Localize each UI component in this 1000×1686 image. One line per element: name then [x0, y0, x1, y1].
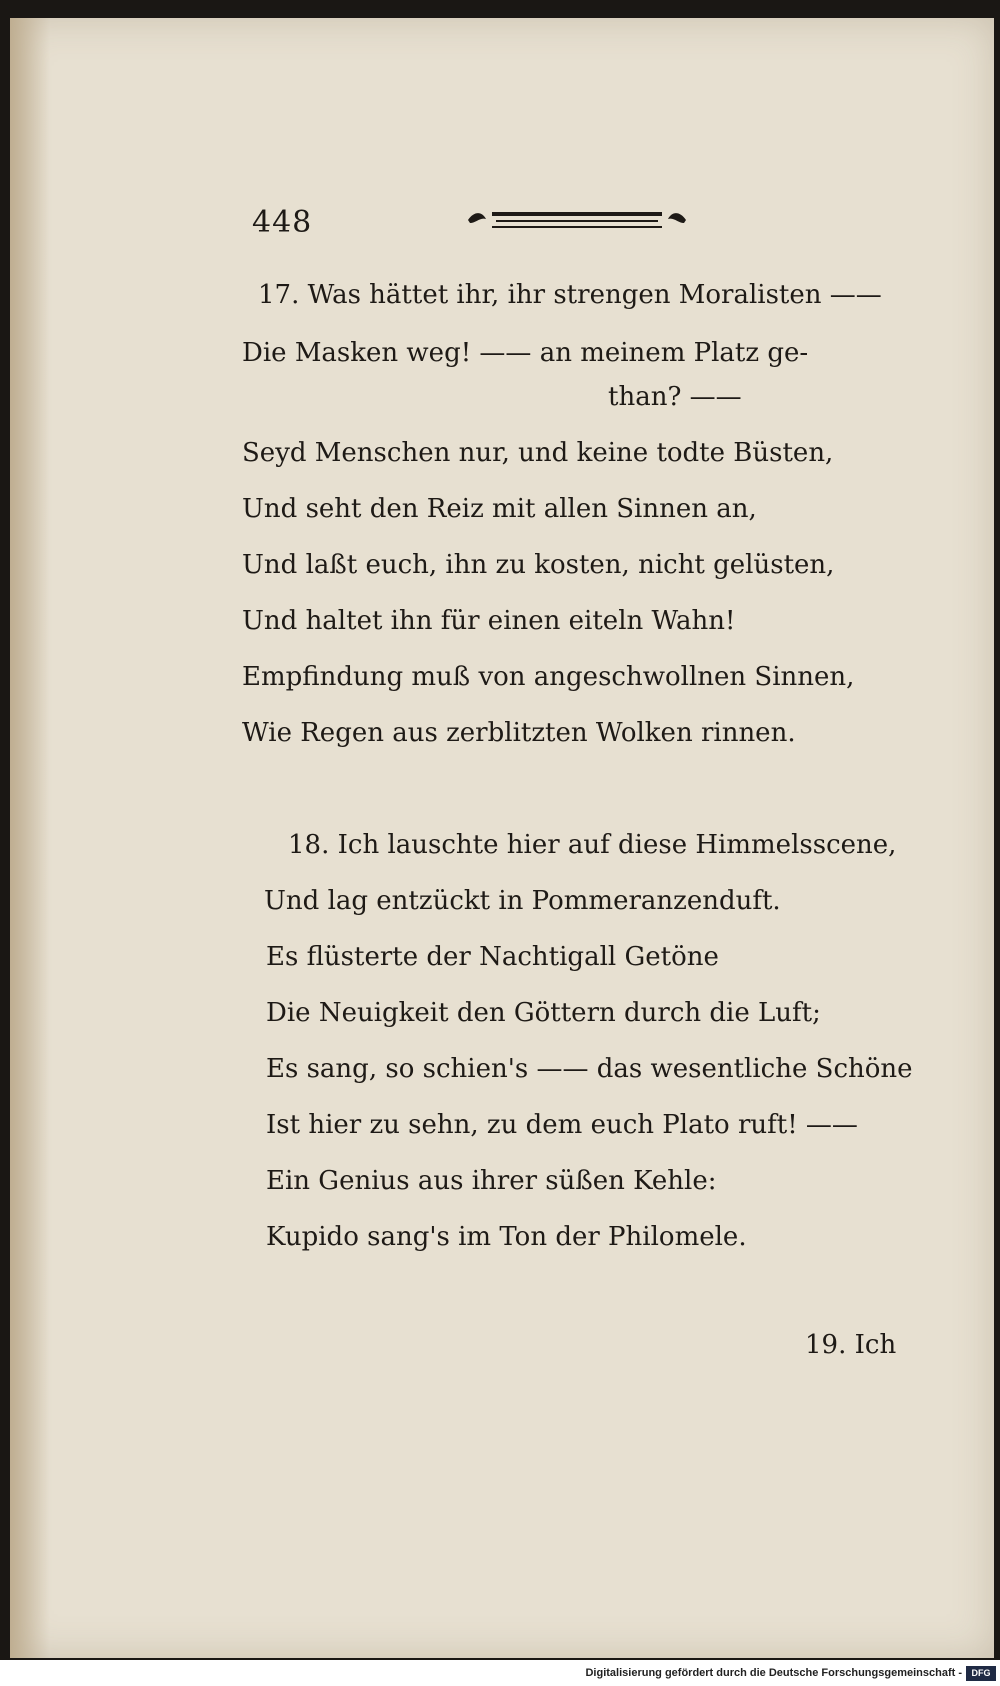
footer-credit: Digitalisierung gefördert durch die Deutsche Forschungsgemeinschaft -: [585, 1667, 962, 1679]
verse-line: Und seht den Reiz mit allen Sinnen an,: [242, 494, 757, 524]
rule-ornament-icon: [462, 207, 692, 233]
verse-line: 17. Was hättet ihr, ihr strengen Moralisten ——: [258, 280, 882, 310]
verse-line: Ein Genius aus ihrer süßen Kehle:: [266, 1166, 717, 1196]
page-gutter: [10, 18, 50, 1658]
verse-line: Und haltet ihn für einen eiteln Wahn!: [242, 606, 736, 636]
verse-line: Die Masken weg! —— an meinem Platz ge-: [242, 338, 809, 368]
verse-line: Es sang, so schien's —— das wesentliche Schöne: [266, 1054, 913, 1084]
page-number: 448: [252, 205, 313, 240]
verse-line: Kupido sang's im Ton der Philomele.: [266, 1222, 747, 1252]
dfg-logo-icon: DFG: [966, 1666, 996, 1681]
verse-line: Ist hier zu sehn, zu dem euch Plato ruft! ——: [266, 1110, 858, 1140]
digitization-footer: [0, 1663, 1000, 1686]
verse-line: Empfindung muß von angeschwollnen Sinnen,: [242, 662, 855, 692]
catchword: 19. Ich: [805, 1330, 897, 1360]
verse-line: 18. Ich lauschte hier auf diese Himmelsscene,: [288, 830, 897, 860]
page-header: [252, 205, 892, 245]
verse-line: Und laßt euch, ihn zu kosten, nicht gelüsten,: [242, 550, 835, 580]
verse-line: than? ——: [608, 382, 742, 412]
verse-line: Es flüsterte der Nachtigall Getöne: [266, 942, 719, 972]
verse-line: Und lag entzückt in Pommeranzenduft.: [264, 886, 781, 916]
verse-line: Seyd Menschen nur, und keine todte Büsten,: [242, 438, 834, 468]
verse-line: Wie Regen aus zerblitzten Wolken rinnen.: [242, 718, 796, 748]
verse-line: Die Neuigkeit den Göttern durch die Luft;: [266, 998, 821, 1028]
